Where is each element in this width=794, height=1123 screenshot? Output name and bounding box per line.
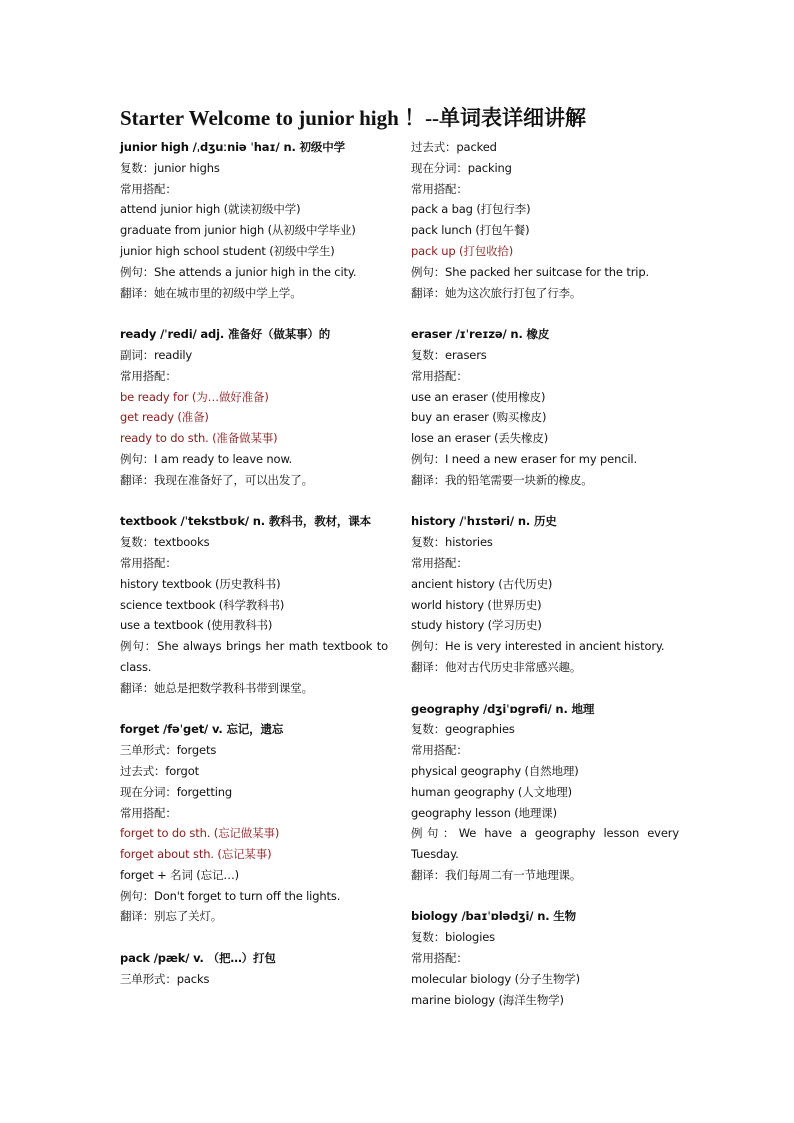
entry-line: 例句：She always brings her math textbook to class. (120, 639, 388, 674)
entry-line: 现在分词：packing (411, 160, 512, 175)
key-collocation: ready to do sth. (准备做某事) (120, 431, 278, 446)
entry-line: 复数：histories (411, 535, 493, 550)
entry-line: 三单形式：packs (120, 971, 210, 986)
entry-line: 复数：geographies (411, 722, 515, 737)
entry-line: junior high school student (初级中学生) (120, 243, 335, 258)
entry-line: 复数：textbooks (120, 535, 210, 550)
entry-heading: geography /dʒiˈɒgrəfi/ n. 地理 (411, 701, 595, 716)
blank-line (411, 678, 679, 699)
entry-line: 常用搭配： (120, 805, 177, 820)
blank-line (120, 303, 388, 324)
entry-line: pack a bag (打包行李) (411, 202, 531, 217)
entry-line: 副词：readily (120, 347, 193, 362)
entry-line: 例句：Don't forget to turn off the lights. (120, 888, 341, 903)
blank-line (411, 303, 679, 324)
left-column (120, 137, 388, 990)
entry-line: 现在分词：forgetting (120, 784, 233, 799)
blank-line (411, 491, 679, 512)
key-collocation: forget about sth. (忘记某事) (120, 847, 272, 862)
entry-line: 翻译：他对古代历史非常感兴趣。 (411, 659, 582, 674)
blank-line (120, 927, 388, 948)
entry-line: 翻译：她在城市里的初级中学上学。 (120, 285, 302, 300)
key-collocation: pack up (打包收拾) (411, 243, 514, 258)
key-collocation: get ready (准备) (120, 410, 209, 425)
entry-line: graduate from junior high (从初级中学毕业) (120, 223, 356, 238)
entry-line: 例句：She packed her suitcase for the trip. (411, 264, 649, 279)
entry-heading: eraser /ɪˈreɪzə/ n. 橡皮 (411, 327, 550, 342)
entry-line: 翻译：我的铅笔需要一块新的橡皮。 (411, 472, 593, 487)
entry-line: 例句：We have a geography lesson every Tuesday. (411, 826, 679, 862)
entry-heading: pack /pæk/ v. （把…）打包 (120, 951, 276, 966)
entry-line: 常用搭配： (411, 555, 468, 570)
entry-heading: junior high /ˌdʒuːniə ˈhaɪ/ n. 初级中学 (120, 140, 345, 154)
entry-heading: biology /baɪˈɒlədʒi/ n. 生物 (411, 909, 577, 924)
key-collocation: be ready for (为…做好准备) (120, 389, 269, 404)
entry-line: science textbook (科学教科书) (120, 597, 285, 612)
entry-line: 翻译：别忘了关灯。 (120, 909, 223, 924)
entry-line: history textbook (历史教科书) (120, 576, 281, 591)
entry-line: 常用搭配： (120, 555, 177, 570)
entry-line: marine biology (海洋生物学) (411, 992, 564, 1007)
entry-line: 翻译：我现在准备好了，可以出发了。 (120, 472, 313, 487)
entry-line: 复数：junior highs (120, 160, 220, 175)
blank-line (411, 886, 679, 907)
entry-line: 例句：He is very interested in ancient history. (411, 639, 665, 654)
entry-line: human geography (人文地理) (411, 784, 572, 799)
blank-line (120, 491, 388, 512)
entry-line: 复数：biologies (411, 930, 496, 945)
entry-heading: forget /fəˈget/ v. 忘记，遗忘 (120, 722, 284, 737)
blank-line (120, 699, 388, 720)
entry-line: 过去式：packed (411, 140, 497, 154)
entry-line: attend junior high (就读初级中学) (120, 202, 301, 217)
entry-line: 例句：I need a new eraser for my pencil. (411, 451, 637, 466)
entry-line: 例句：I am ready to leave now. (120, 451, 293, 466)
right-column (411, 137, 679, 1010)
entry-line: 常用搭配： (411, 743, 468, 758)
entry-line: 常用搭配： (411, 181, 468, 196)
entry-heading: textbook /ˈtekstbʊk/ n. 教科书，教材，课本 (120, 514, 371, 529)
entry-line: 翻译：她为这次旅行打包了行李。 (411, 285, 582, 300)
entry-line: study history (学习历史) (411, 618, 542, 633)
entry-line: ancient history (古代历史) (411, 576, 553, 591)
entry-line: 常用搭配： (120, 181, 177, 196)
entry-line: 翻译：她总是把数学教科书带到课堂。 (120, 680, 313, 695)
entry-heading: ready /ˈredi/ adj. 准备好（做某事）的 (120, 327, 331, 342)
key-collocation: forget to do sth. (忘记做某事) (120, 826, 280, 841)
entry-line: forget + 名词 (忘记…) (120, 867, 240, 882)
entry-line: molecular biology (分子生物学) (411, 971, 580, 986)
entry-line: physical geography (自然地理) (411, 763, 579, 778)
entry-line: 常用搭配： (411, 368, 468, 383)
page-title: Starter Welcome to junior high ！--单词表详细讲解 (120, 106, 587, 130)
entry-line: buy an eraser (购买橡皮) (411, 410, 547, 425)
entry-line: use a textbook (使用教科书) (120, 618, 273, 633)
entry-line: 过去式：forgot (120, 763, 199, 778)
entry-line: lose an eraser (丢失橡皮) (411, 431, 549, 446)
entry-line: 常用搭配： (411, 951, 468, 966)
entry-line: 常用搭配： (120, 368, 177, 383)
entry-line: use an eraser (使用橡皮) (411, 389, 546, 404)
entry-line: 三单形式：forgets (120, 743, 217, 758)
entry-line: 复数：erasers (411, 347, 487, 362)
entry-line: geography lesson (地理课) (411, 805, 557, 820)
entry-heading: history /ˈhɪstəri/ n. 历史 (411, 514, 557, 529)
entry-line: pack lunch (打包午餐) (411, 223, 530, 238)
entry-line: 例句：She attends a junior high in the city. (120, 264, 357, 279)
entry-line: world history (世界历史) (411, 597, 542, 612)
entry-line: 翻译：我们每周二有一节地理课。 (411, 867, 582, 882)
